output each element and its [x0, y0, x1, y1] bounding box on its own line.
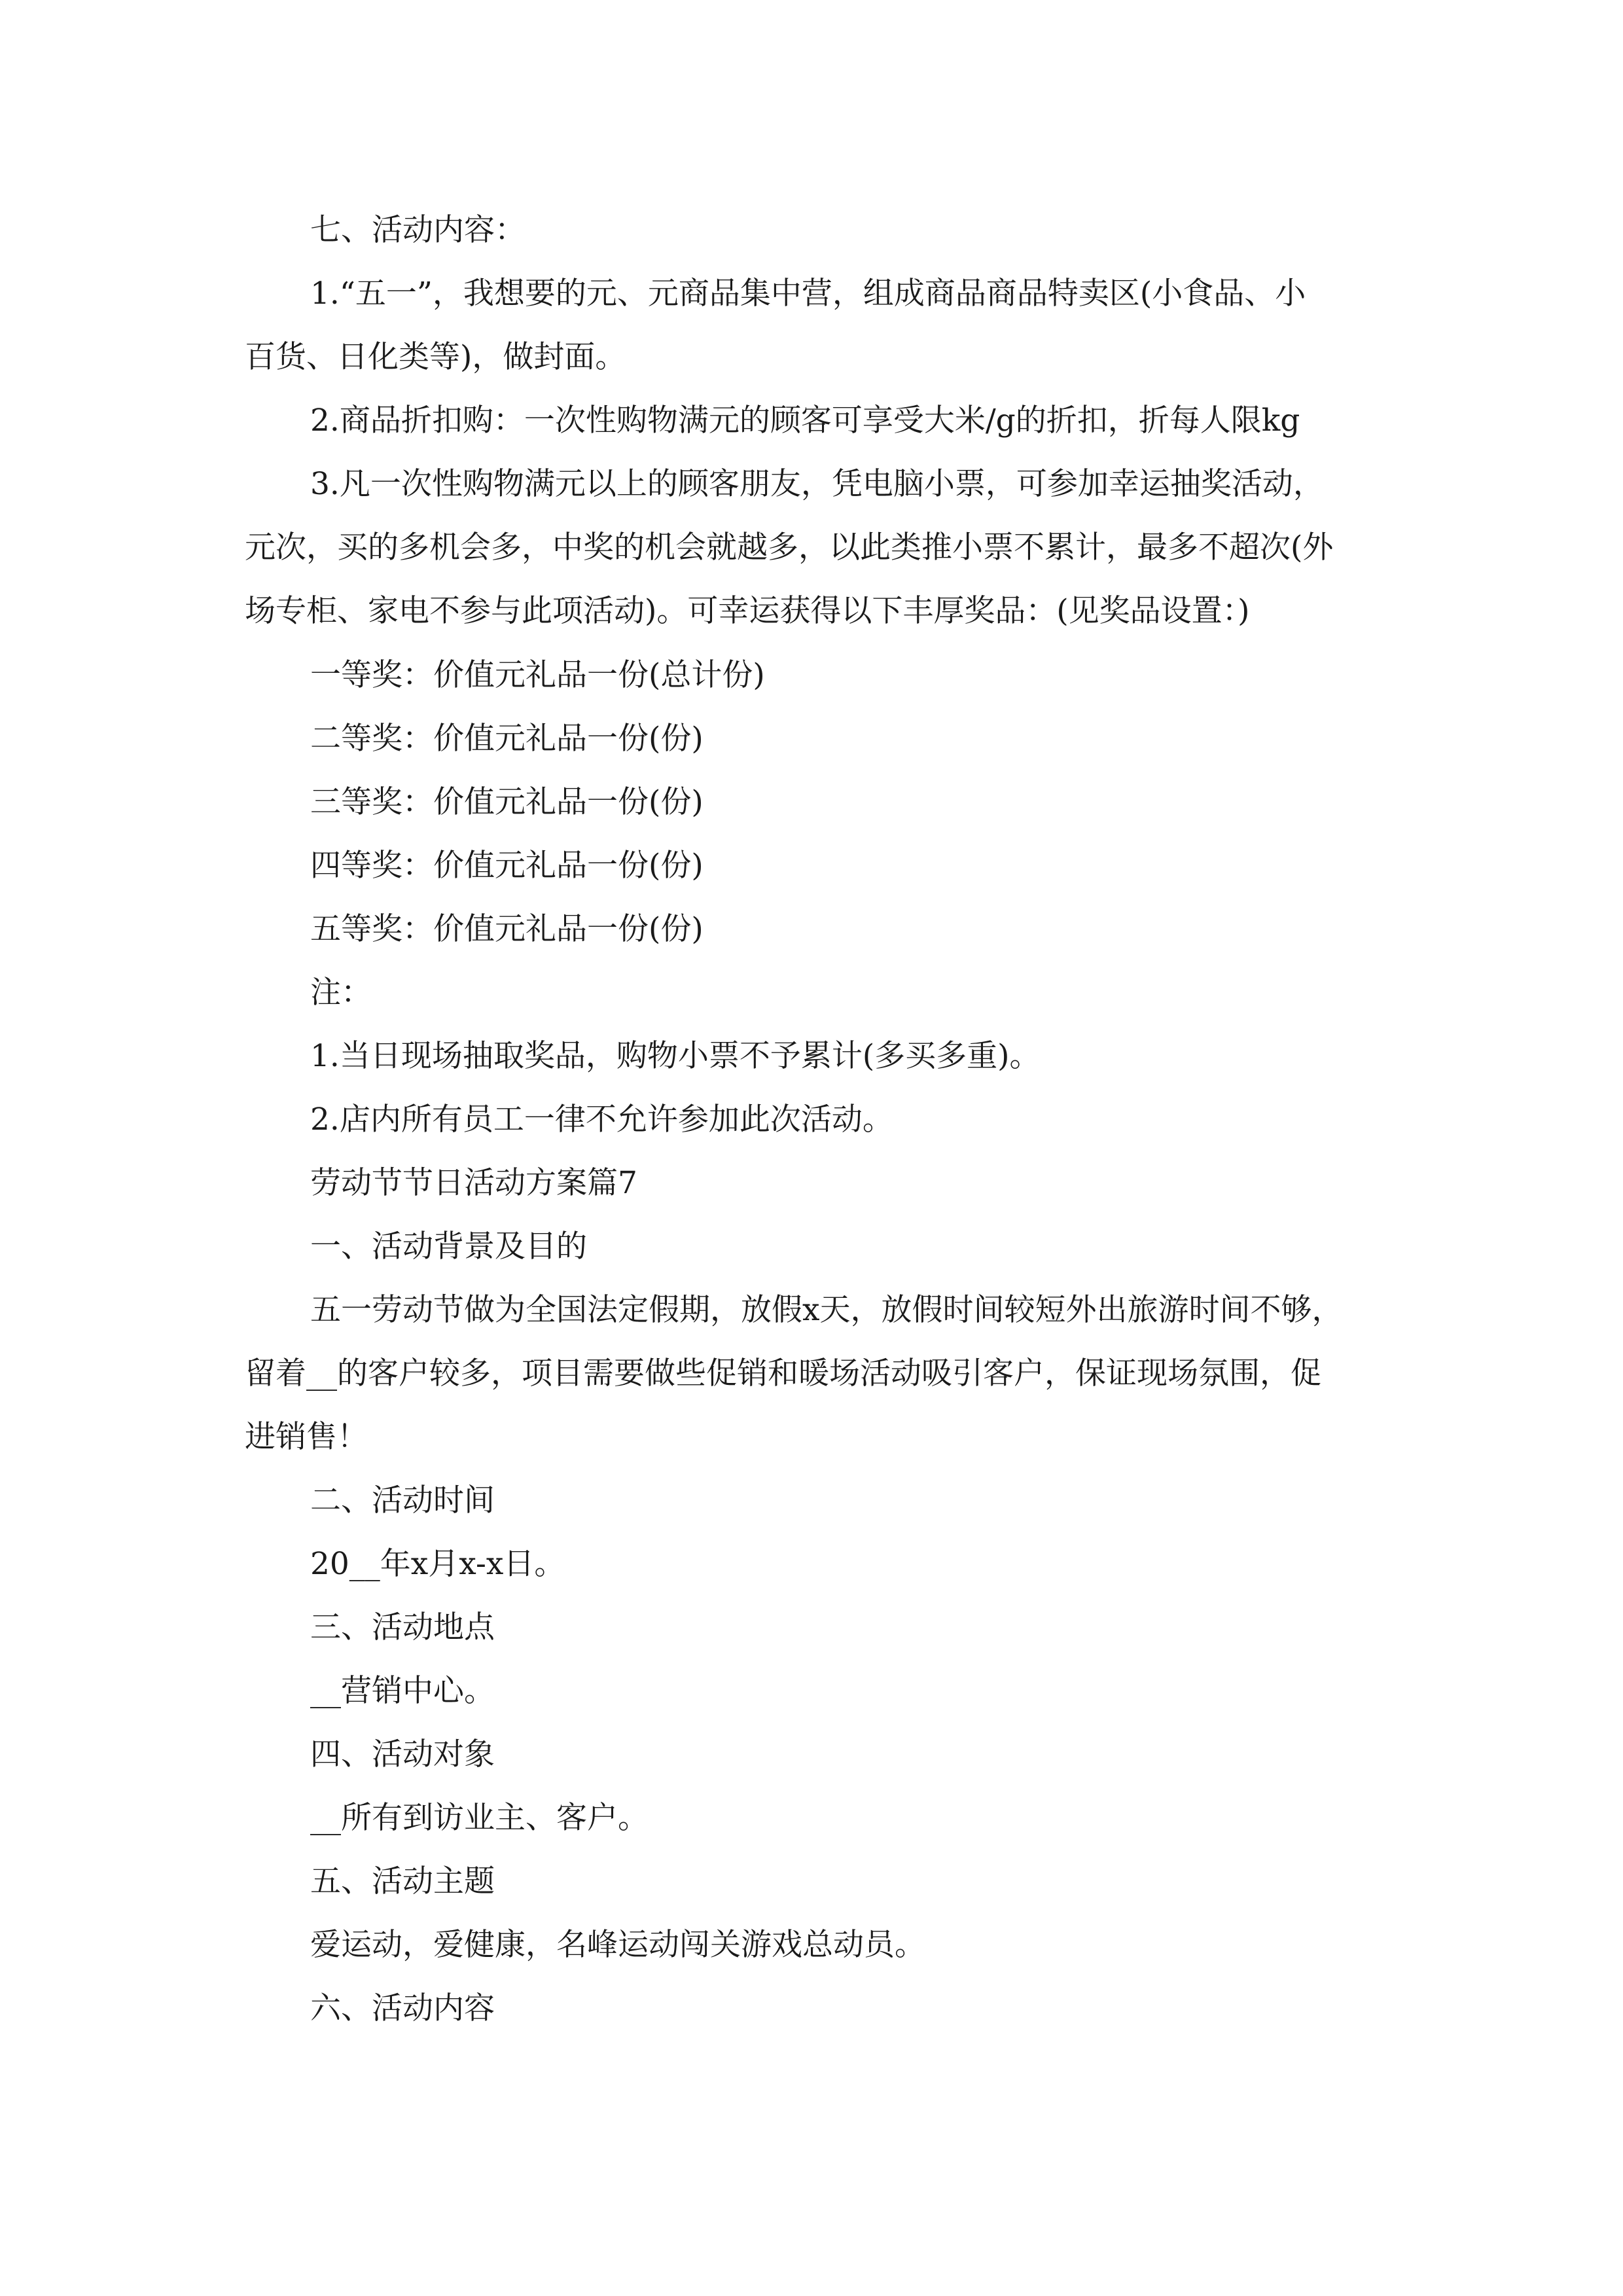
prize-line: 三等奖：价值元礼品一份(份)	[310, 784, 704, 820]
section-heading: 五、活动主题	[310, 1863, 495, 1899]
paragraph-line: 3.凡一次性购物满元以上的顾客朋友，凭电脑小票，可参加幸运抽奖活动，	[310, 466, 1324, 502]
paragraph-line: __营销中心。	[310, 1673, 495, 1709]
paragraph-line: 元次，买的多机会多，中奖的机会就越多，以此类推小票不累计，最多不超次(外	[245, 529, 1334, 565]
paragraph-line: __所有到访业主、客户。	[310, 1800, 649, 1836]
section-heading: 二、活动时间	[310, 1482, 495, 1518]
paragraph-line: 百货、日化类等)，做封面。	[245, 339, 626, 375]
paragraph-line: 2.商品折扣购：一次性购物满元的顾客可享受大米/g的折扣，折每人限kg	[310, 403, 1300, 439]
note-line: 1.当日现场抽取奖品，购物小票不予累计(多买多重)。	[310, 1038, 1041, 1074]
note-line: 2.店内所有员工一律不允许参加此次活动。	[310, 1102, 893, 1138]
paragraph-line: 1.“五一”，我想要的元、元商品集中营，组成商品商品特卖区(小食品、小	[310, 276, 1306, 312]
paragraph-line: 爱运动，爱健康，名峰运动闯关游戏总动员。	[310, 1927, 925, 1963]
section-heading: 一、活动背景及目的	[310, 1229, 587, 1265]
paragraph-line: 20__年x月x-x日。	[310, 1546, 565, 1582]
section-heading: 四、活动对象	[310, 1736, 495, 1772]
paragraph-line: 场专柜、家电不参与此项活动)。可幸运获得以下丰厚奖品：(见奖品设置：)	[245, 593, 1250, 629]
paragraph-line: 留着__的客户较多，项目需要做些促销和暖场活动吸引客户，保证现场氛围，促	[245, 1355, 1321, 1391]
note-label: 注：	[310, 975, 372, 1011]
paragraph-line: 五一劳动节做为全国法定假期，放假x天，放假时间较短外出旅游时间不够，	[310, 1292, 1343, 1328]
prize-line: 一等奖：价值元礼品一份(总计份)	[310, 657, 765, 693]
paragraph-line: 进销售！	[245, 1419, 368, 1455]
section-heading: 七、活动内容：	[310, 212, 526, 248]
prize-line: 五等奖：价值元礼品一份(份)	[310, 911, 704, 947]
section-heading: 六、活动内容	[310, 1990, 495, 2026]
plan-title: 劳动节节日活动方案篇7	[310, 1165, 637, 1201]
prize-line: 二等奖：价值元礼品一份(份)	[310, 721, 704, 757]
prize-line: 四等奖：价值元礼品一份(份)	[310, 848, 704, 884]
section-heading: 三、活动地点	[310, 1609, 495, 1645]
